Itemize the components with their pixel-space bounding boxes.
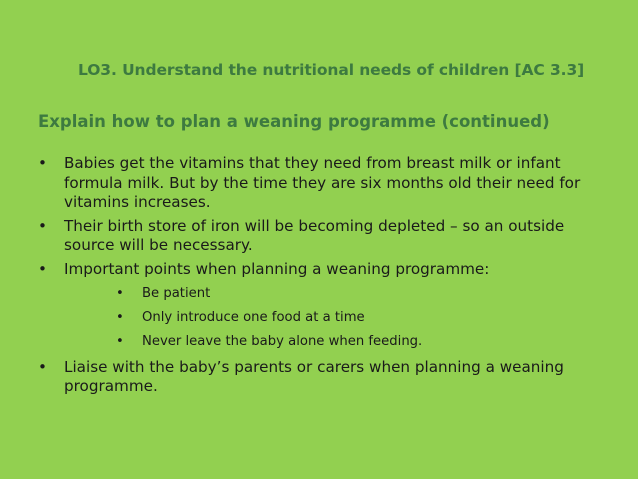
bullet-text: Liaise with the baby’s parents or carers when planning a weaning programme.: [64, 357, 564, 396]
sub-bullet-item: [64, 330, 618, 354]
sub-bullet-text: Be patient: [142, 285, 211, 301]
bullet-text: Babies get the vitamins that they need from breast milk or infant formula milk. But by the time they are six months old their need for vitamins increases.: [64, 154, 581, 212]
bullet-item: [38, 260, 618, 354]
bullet-item: [38, 217, 618, 256]
sub-bullet-item: [64, 282, 618, 306]
sub-bullet-marker: •: [116, 309, 124, 325]
sub-bullet-marker: •: [116, 333, 124, 349]
bullet-item: [38, 154, 618, 213]
bullet-text: Important points when planning a weaning programme:: [64, 259, 490, 278]
bullet-item: [38, 358, 618, 397]
bullet-marker: •: [38, 259, 47, 278]
slide-heading: LO3. Understand the nutritional needs of children [AC 3.3]: [78, 61, 585, 79]
sub-bullet-item: [64, 306, 618, 330]
bullet-marker: •: [38, 357, 47, 376]
slide-subtitle: Explain how to plan a weaning programme (continued): [38, 112, 550, 131]
sub-bullet-list: [64, 282, 618, 354]
bullet-marker: •: [38, 154, 47, 172]
sub-bullet-marker: •: [116, 285, 124, 301]
bullet-marker: •: [38, 216, 47, 235]
sub-bullet-text: Never leave the baby alone when feeding.: [142, 333, 423, 349]
bullet-text: Their birth store of iron will be becoming depleted – so an outside source will be necessary.: [64, 216, 565, 255]
sub-bullet-text: Only introduce one food at a time: [142, 309, 365, 325]
bullet-list: [38, 154, 618, 401]
